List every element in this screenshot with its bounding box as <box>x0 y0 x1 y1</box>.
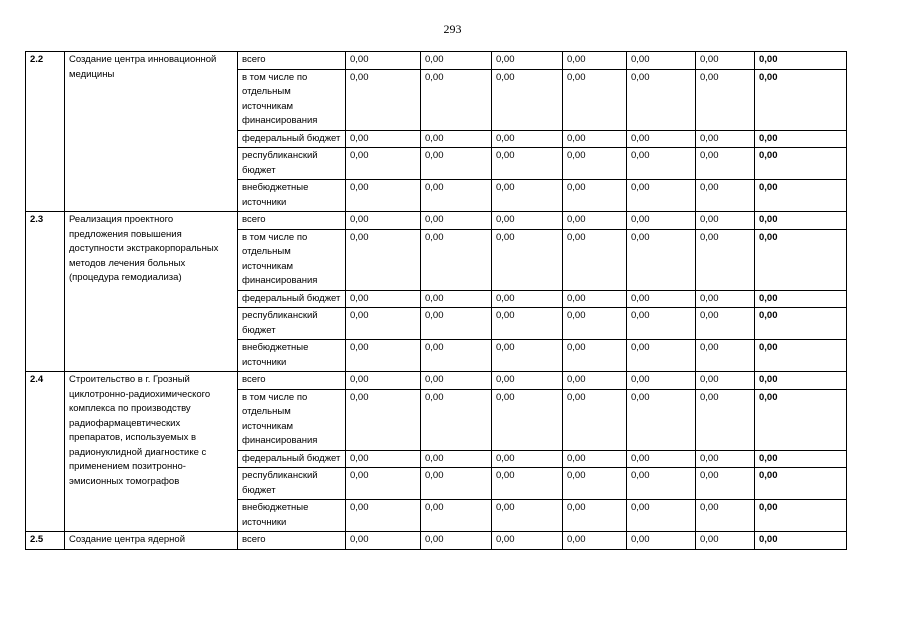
year-value: 0,00 <box>346 69 421 130</box>
year-value: 0,00 <box>492 500 563 532</box>
funding-source: федеральный бюджет <box>238 130 346 148</box>
funding-source: в том числе по отдельным источникам финансирования <box>238 69 346 130</box>
year-value: 0,00 <box>563 212 627 230</box>
year-value: 0,00 <box>346 308 421 340</box>
total-value: 0,00 <box>755 308 847 340</box>
funding-source: республиканский бюджет <box>238 308 346 340</box>
year-value: 0,00 <box>627 212 696 230</box>
year-value: 0,00 <box>627 290 696 308</box>
year-value: 0,00 <box>627 229 696 290</box>
funding-source: республиканский бюджет <box>238 468 346 500</box>
year-value: 0,00 <box>421 450 492 468</box>
year-value: 0,00 <box>563 308 627 340</box>
year-value: 0,00 <box>492 389 563 450</box>
year-value: 0,00 <box>346 372 421 390</box>
year-value: 0,00 <box>563 389 627 450</box>
total-value: 0,00 <box>755 532 847 550</box>
year-value: 0,00 <box>492 148 563 180</box>
year-value: 0,00 <box>696 340 755 372</box>
funding-source: всего <box>238 372 346 390</box>
year-value: 0,00 <box>627 468 696 500</box>
year-value: 0,00 <box>696 372 755 390</box>
year-value: 0,00 <box>421 290 492 308</box>
year-value: 0,00 <box>563 290 627 308</box>
year-value: 0,00 <box>421 340 492 372</box>
total-value: 0,00 <box>755 468 847 500</box>
year-value: 0,00 <box>696 389 755 450</box>
table-row <box>26 52 847 70</box>
year-value: 0,00 <box>492 130 563 148</box>
year-value: 0,00 <box>492 52 563 70</box>
funding-source: республиканский бюджет <box>238 148 346 180</box>
year-value: 0,00 <box>563 52 627 70</box>
item-name: Реализация проектного предложения повышения доступности экстракорпоральных методов лечения больных (процедура гемодиализа) <box>65 212 238 372</box>
year-value: 0,00 <box>346 52 421 70</box>
year-value: 0,00 <box>563 69 627 130</box>
year-value: 0,00 <box>627 340 696 372</box>
year-value: 0,00 <box>627 308 696 340</box>
total-value: 0,00 <box>755 52 847 70</box>
year-value: 0,00 <box>346 212 421 230</box>
total-value: 0,00 <box>755 148 847 180</box>
year-value: 0,00 <box>563 468 627 500</box>
year-value: 0,00 <box>627 450 696 468</box>
year-value: 0,00 <box>696 290 755 308</box>
year-value: 0,00 <box>627 500 696 532</box>
year-value: 0,00 <box>346 500 421 532</box>
year-value: 0,00 <box>696 212 755 230</box>
year-value: 0,00 <box>627 148 696 180</box>
item-number: 2.5 <box>26 532 65 550</box>
total-value: 0,00 <box>755 180 847 212</box>
item-number: 2.4 <box>26 372 65 532</box>
year-value: 0,00 <box>346 290 421 308</box>
total-value: 0,00 <box>755 500 847 532</box>
year-value: 0,00 <box>421 308 492 340</box>
year-value: 0,00 <box>346 450 421 468</box>
funding-source: внебюджетные источники <box>238 180 346 212</box>
year-value: 0,00 <box>563 532 627 550</box>
year-value: 0,00 <box>696 130 755 148</box>
year-value: 0,00 <box>563 340 627 372</box>
year-value: 0,00 <box>492 290 563 308</box>
year-value: 0,00 <box>563 372 627 390</box>
year-value: 0,00 <box>346 340 421 372</box>
year-value: 0,00 <box>563 180 627 212</box>
year-value: 0,00 <box>563 500 627 532</box>
year-value: 0,00 <box>696 229 755 290</box>
year-value: 0,00 <box>563 148 627 180</box>
year-value: 0,00 <box>627 52 696 70</box>
year-value: 0,00 <box>696 69 755 130</box>
year-value: 0,00 <box>492 229 563 290</box>
total-value: 0,00 <box>755 290 847 308</box>
year-value: 0,00 <box>421 468 492 500</box>
funding-source: внебюджетные источники <box>238 340 346 372</box>
funding-source: всего <box>238 532 346 550</box>
table-row <box>26 532 847 550</box>
funding-source: всего <box>238 212 346 230</box>
total-value: 0,00 <box>755 130 847 148</box>
year-value: 0,00 <box>492 308 563 340</box>
funding-source: всего <box>238 52 346 70</box>
table-row <box>26 372 847 390</box>
total-value: 0,00 <box>755 450 847 468</box>
year-value: 0,00 <box>696 52 755 70</box>
table-row <box>26 212 847 230</box>
year-value: 0,00 <box>492 212 563 230</box>
year-value: 0,00 <box>421 180 492 212</box>
funding-table <box>25 51 847 550</box>
year-value: 0,00 <box>492 372 563 390</box>
total-value: 0,00 <box>755 340 847 372</box>
year-value: 0,00 <box>421 532 492 550</box>
year-value: 0,00 <box>346 468 421 500</box>
year-value: 0,00 <box>421 500 492 532</box>
year-value: 0,00 <box>346 130 421 148</box>
year-value: 0,00 <box>563 229 627 290</box>
year-value: 0,00 <box>492 450 563 468</box>
year-value: 0,00 <box>421 130 492 148</box>
funding-source: в том числе по отдельным источникам финансирования <box>238 389 346 450</box>
year-value: 0,00 <box>421 389 492 450</box>
item-number: 2.2 <box>26 52 65 212</box>
year-value: 0,00 <box>696 180 755 212</box>
total-value: 0,00 <box>755 212 847 230</box>
funding-source: федеральный бюджет <box>238 450 346 468</box>
item-number: 2.3 <box>26 212 65 372</box>
year-value: 0,00 <box>696 148 755 180</box>
year-value: 0,00 <box>696 500 755 532</box>
total-value: 0,00 <box>755 372 847 390</box>
year-value: 0,00 <box>627 372 696 390</box>
year-value: 0,00 <box>627 389 696 450</box>
year-value: 0,00 <box>421 69 492 130</box>
funding-source: в том числе по отдельным источникам финансирования <box>238 229 346 290</box>
year-value: 0,00 <box>346 180 421 212</box>
year-value: 0,00 <box>563 450 627 468</box>
year-value: 0,00 <box>696 450 755 468</box>
year-value: 0,00 <box>627 532 696 550</box>
year-value: 0,00 <box>492 180 563 212</box>
year-value: 0,00 <box>492 468 563 500</box>
funding-source: внебюджетные источники <box>238 500 346 532</box>
year-value: 0,00 <box>346 148 421 180</box>
year-value: 0,00 <box>346 389 421 450</box>
year-value: 0,00 <box>696 532 755 550</box>
year-value: 0,00 <box>492 532 563 550</box>
page-number: 293 <box>443 22 462 36</box>
year-value: 0,00 <box>421 229 492 290</box>
year-value: 0,00 <box>492 69 563 130</box>
funding-source: федеральный бюджет <box>238 290 346 308</box>
year-value: 0,00 <box>421 372 492 390</box>
total-value: 0,00 <box>755 229 847 290</box>
year-value: 0,00 <box>627 130 696 148</box>
year-value: 0,00 <box>421 148 492 180</box>
item-name: Строительство в г. Грозный циклотронно-радиохимического комплекса по производству радиофармацевтических препаратов, используемых в радионуклидной диагностике с применением позитронно-эмисионных томографов <box>65 372 238 532</box>
year-value: 0,00 <box>346 229 421 290</box>
total-value: 0,00 <box>755 389 847 450</box>
year-value: 0,00 <box>346 532 421 550</box>
item-name: Создание центра инновационной медицины <box>65 52 238 212</box>
year-value: 0,00 <box>627 180 696 212</box>
year-value: 0,00 <box>696 308 755 340</box>
year-value: 0,00 <box>421 212 492 230</box>
item-name: Создание центра ядерной <box>65 532 238 550</box>
year-value: 0,00 <box>627 69 696 130</box>
total-value: 0,00 <box>755 69 847 130</box>
year-value: 0,00 <box>696 468 755 500</box>
year-value: 0,00 <box>492 340 563 372</box>
year-value: 0,00 <box>563 130 627 148</box>
year-value: 0,00 <box>421 52 492 70</box>
